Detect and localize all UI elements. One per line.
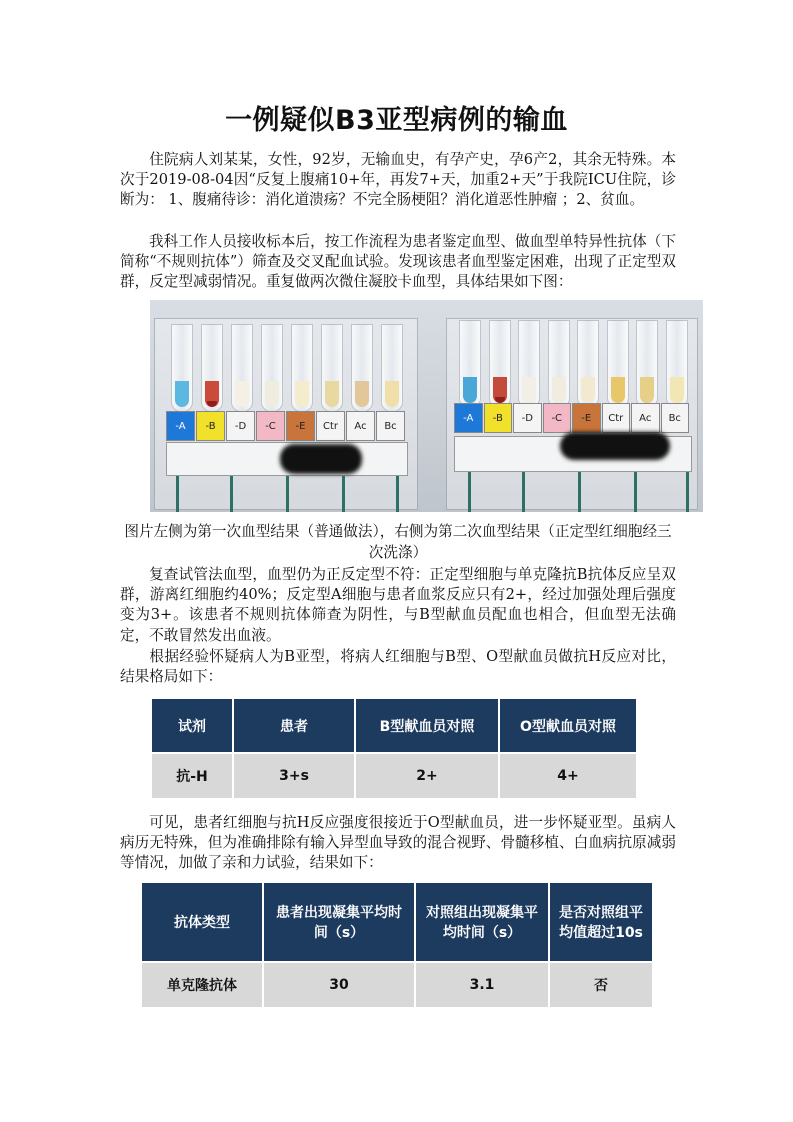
left-reagent-label: -A — [166, 411, 195, 441]
right-gel-tube — [666, 320, 688, 408]
left-reagent-label: -C — [256, 411, 285, 441]
tube-liquid — [355, 381, 369, 407]
table-cell: 单克隆抗体 — [141, 962, 263, 1008]
left-gel-tube — [381, 324, 403, 412]
right-gel-tube — [459, 320, 481, 408]
right-reagent-label: Ac — [631, 403, 660, 433]
table-header-cell: O型献血员对照 — [499, 698, 637, 753]
right-gel-tube — [607, 320, 629, 408]
stripe — [396, 476, 399, 512]
gel-card-photo — [150, 300, 703, 512]
right-gel-tube — [489, 320, 511, 408]
stripe — [342, 476, 345, 512]
document-title: 一例疑似B3亚型病例的输血 — [225, 105, 568, 136]
table-header-cell: 是否对照组平均值超过10s — [549, 882, 653, 962]
left-gel-tube — [171, 324, 193, 412]
table-header-cell: 对照组出现凝集平均时间（s） — [415, 882, 549, 962]
tube-liquid — [235, 381, 249, 407]
table-cell: 否 — [549, 962, 653, 1008]
table-cell: 3+s — [233, 753, 355, 799]
left-gel-tube — [261, 324, 283, 412]
left-reagent-label: Ac — [346, 411, 375, 441]
red-cell-pellet — [207, 401, 217, 407]
right-gel-tube — [577, 320, 599, 408]
right-redaction-blot — [560, 432, 670, 460]
table-header-row — [141, 882, 653, 962]
tube-liquid — [295, 381, 309, 407]
right-reagent-label: -A — [454, 403, 483, 433]
left-gel-tube — [231, 324, 253, 412]
table-cell: 2+ — [355, 753, 499, 799]
figure-caption: 图片左侧为第一次血型结果（普通做法），右侧为第二次血型结果（正定型红细胞经三次洗涤） — [124, 523, 672, 561]
left-reagent-label: -E — [286, 411, 315, 441]
table-header-cell: 患者 — [233, 698, 355, 753]
stripe — [230, 476, 233, 512]
left-reagent-label: -D — [226, 411, 255, 441]
stripe — [468, 472, 471, 512]
right-reagent-label: -D — [513, 403, 542, 433]
paragraph-anti-h-test-text: 根据经验怀疑病人为B亚型，将病人红细胞与B型、O型献血员做抗H反应对比，结果格局如下： — [120, 648, 676, 686]
stripe — [522, 472, 525, 512]
table-cell: 4+ — [499, 753, 637, 799]
tube-liquid — [640, 377, 654, 403]
table-header-row — [151, 698, 637, 753]
tube-liquid — [175, 381, 189, 407]
right-gel-tube — [518, 320, 540, 408]
paragraph-anti-h-test — [120, 647, 676, 687]
stripe — [634, 472, 637, 512]
tube-liquid — [581, 377, 595, 403]
left-reagent-label: Bc — [376, 411, 405, 441]
table-header-cell: B型献血员对照 — [355, 698, 499, 753]
right-reagent-label: -E — [572, 403, 601, 433]
paragraph-affinity-test-text: 可见，患者红细胞与抗H反应强度很接近于O型献血员，进一步怀疑亚型。虽病人病历无特殊，但为准确排除有输入异型血导致的混合视野、骨髓移植、白血病抗原减弱等情况，加做了亲和力试验，结果如下： — [120, 814, 676, 872]
tube-liquid — [522, 377, 536, 403]
tube-liquid — [611, 377, 625, 403]
left-gel-tube — [321, 324, 343, 412]
table-header-cell: 患者出现凝集平均时间（s） — [263, 882, 415, 962]
left-gel-tube — [291, 324, 313, 412]
paragraph-lab-workflow-text: 我科工作人员接收标本后，按工作流程为患者鉴定血型、做血型单特异性抗体（下简称“不规则抗体”）筛查及交叉配血试验。发现该患者血型鉴定困难，出现了正定型双群，反定型减弱情况。重复做两次微住凝胶卡血型，具体结果如下图： — [120, 233, 676, 291]
table-cell: 抗-H — [151, 753, 233, 799]
right-reagent-label: Bc — [661, 403, 690, 433]
affinity-result-table — [140, 881, 654, 1009]
right-gel-tube — [636, 320, 658, 408]
right-gel-tube — [548, 320, 570, 408]
tube-liquid — [463, 377, 477, 403]
paragraph-lab-workflow — [120, 232, 676, 293]
paragraph-patient-history-text: 住院病人刘某某，女性，92岁，无输血史，有孕产史，孕6产2，其余无特殊。本次于2019-08-04因“反复上腹痛10+年，再发7+天，加重2+天”于我院ICU住院，诊断为： 1、腹痛待诊：消化道溃疡？不完全肠梗阻？消化道恶性肿瘤 ；2、贫血。 — [120, 151, 676, 209]
left-redaction-blot — [280, 444, 362, 474]
right-reagent-label: -C — [543, 403, 572, 433]
tube-liquid — [552, 377, 566, 403]
left-gel-tube — [351, 324, 373, 412]
left-reagent-label: Ctr — [316, 411, 345, 441]
table-cell: 3.1 — [415, 962, 549, 1008]
stripe — [578, 472, 581, 512]
stripe — [286, 476, 289, 512]
table-header-cell: 试剂 — [151, 698, 233, 753]
paragraph-affinity-test — [120, 813, 676, 874]
left-gel-tube — [201, 324, 223, 412]
tube-liquid — [670, 377, 684, 403]
left-reagent-label: -B — [196, 411, 225, 441]
right-reagent-label: Ctr — [602, 403, 631, 433]
tube-liquid — [385, 381, 399, 407]
paragraph-tube-method — [120, 565, 676, 646]
table-header-cell: 抗体类型 — [141, 882, 263, 962]
table-row — [151, 753, 637, 799]
stripe — [686, 472, 689, 512]
table-row — [141, 962, 653, 1008]
stripe — [176, 476, 179, 512]
anti-h-result-table — [150, 697, 638, 800]
table-cell: 30 — [263, 962, 415, 1008]
tube-liquid — [325, 381, 339, 407]
tube-liquid — [265, 381, 279, 407]
paragraph-tube-method-text: 复查试管法血型，血型仍为正反定型不符：正定型细胞与单克隆抗B抗体反应呈双群，游离红细胞约40%；反定型A细胞与患者血浆反应只有2+，经过加强处理后强度变为3+。该患者不规则抗体筛查为阴性，与B型献血员配血也相合，但血型无法确定，不敢冒然发出血液。 — [120, 566, 676, 644]
paragraph-patient-history — [120, 150, 676, 211]
right-reagent-label: -B — [484, 403, 513, 433]
